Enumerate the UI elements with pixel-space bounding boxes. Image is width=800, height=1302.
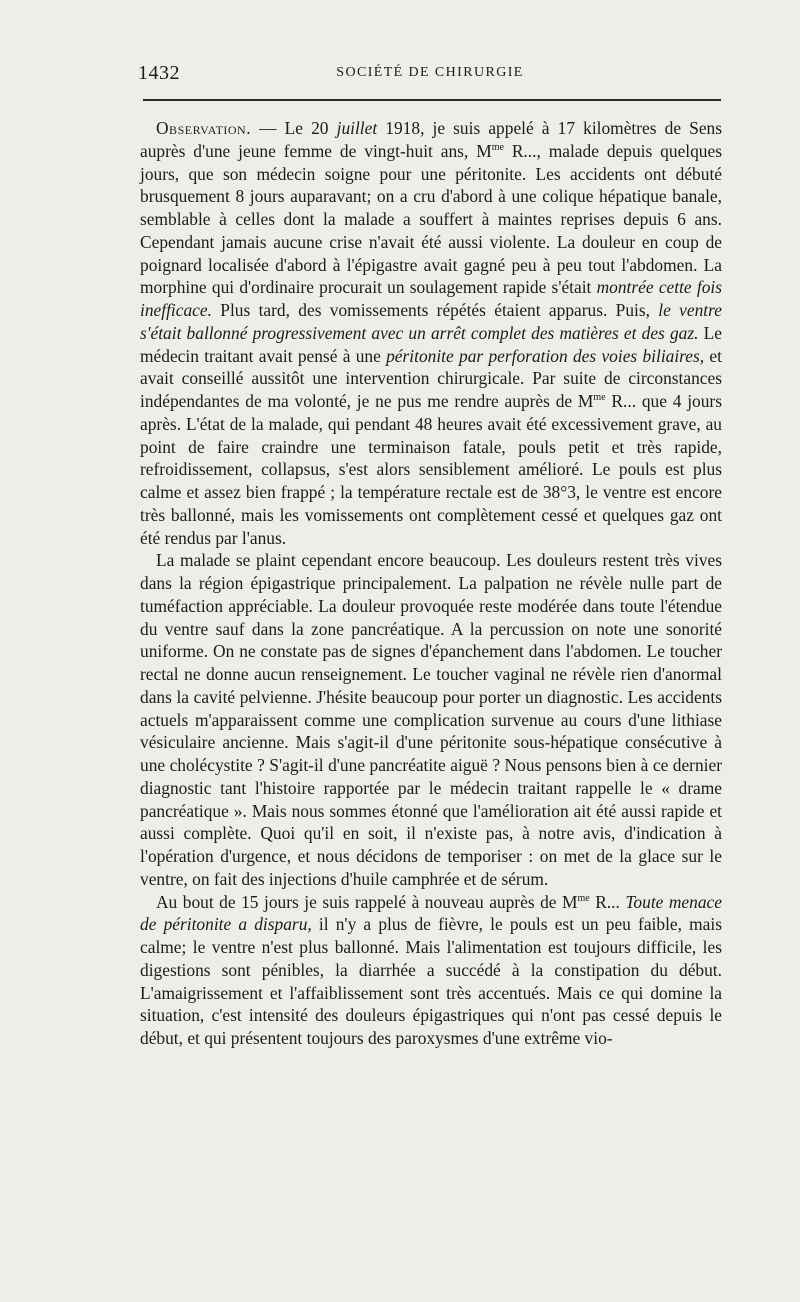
p1-text-2: 1918, je suis appelé à 17 kilomètres de Sens auprès d'une jeune femme de vingt-huit ans, M	[140, 118, 722, 161]
p1-text-7: R... que 4 jours après. L'état de la malade, qui pendant 48 heures avait été excessivement grave, au point de faire craindre une terminaison fatale, pouls petit et très rapide, refroidissement, collapsus, s'est alors sensiblement amélioré. Le pouls est plus calme et assez bien frappé ; la température rectale est de 38°3, le ventre est encore très ballonné, mais les vomissements ont complètement cessé et quelques gaz ont été rendus par l'anus.	[140, 391, 722, 548]
p1-text-3: R..., malade depuis quelques jours, que son médecin soigne pour une péritonite. Les accidents ont débuté brusquement 8 jours auparavant; on a cru d'abord à une colique hépatique banale, semblable à celles dont la malade a souffert à maintes reprises depuis 6 ans. Cependant jamais aucune crise n'avait été aussi violente. La douleur en coup de poignard localisée d'abord à l'épigastre avait gagné peu à peu tout l'abdomen. La morphine qui d'ordinaire procurait un soulagement rapide s'était	[140, 140, 722, 298]
running-head: SOCIÉTÉ DE CHIRURGIE	[336, 65, 524, 80]
p1-italic-4: péritonite par perforation des voies biliaires,	[386, 345, 705, 366]
p1-text-1: — Le 20	[251, 118, 337, 138]
paragraph-3	[140, 891, 722, 1050]
p3-text-2: R...	[589, 891, 626, 912]
paragraph-observation	[140, 117, 722, 549]
body-text	[140, 117, 722, 1050]
p1-italic-date: juillet	[336, 118, 378, 138]
paragraph-2: La malade se plaint cependant encore beaucoup. Les douleurs restent très vives dans la région épigastrique principalement. La palpation ne révèle nulle part de tuméfaction appréciable. La douleur provoquée reste modérée dans toute l'étendue du ventre sauf dans la zone pancréatique. A la percussion on note une sonorité uniforme. On ne constate pas de signes d'épanchement dans l'abdomen. Le toucher rectal ne donne aucun renseignement. Le toucher vaginal ne révèle rien d'anormal dans la cavité pelvienne. J'hésite beaucoup pour porter un diagnostic. Les accidents actuels m'apparaissent comme une complication survenue au cours d'une lithiase vésiculaire ancienne. Mais s'agit-il d'une péritonite sous-hépatique consécutive à une cholécystite ? S'agit-il d'une pancréatite aiguë ? Nous pensons bien à ce dernier diagnostic tant l'histoire rapportée par le médecin traitant rappelle le « drame pancréatique ». Mais nous sommes étonné que l'amélioration ait été aussi rapide et aussi complète. Quoi qu'il en soit, il n'existe pas, à notre avis, d'indication à l'opération d'urgence, et nous décidons de temporiser : on met de la glace sur le ventre, on fait des injections d'huile camphrée et de sérum.	[140, 550, 722, 889]
p1-text-5: Le médecin traitant avait pensé à une	[140, 322, 722, 366]
p3-text-1: Au bout de 15 jours je suis rappelé à nouveau auprès de M	[156, 891, 578, 912]
p1-italic-2: montrée cette fois inefficace.	[140, 277, 722, 320]
p3-text-3: il n'y a plus de fièvre, le pouls est un peu faible, mais calme; le ventre n'est plus ballonné. Mais l'alimentation est toujours difficile, les digestions sont pénibles, la diarrhée a succédé à la constipation du début. L'amaigrissement et l'affaiblissement sont très accentués. Mais ce qui domine la situation, c'est intensité des douleurs épigastriques qui n'ont pas cessé depuis le début, et qui présentent toujours des paroxysmes d'une extrême vio-	[140, 914, 722, 1048]
p1-sup-1: me	[491, 141, 504, 153]
p1-text-4: Plus tard, des vomissements répétés étaient apparus. Puis,	[211, 300, 659, 320]
page-header	[138, 62, 722, 86]
page-number: 1432	[138, 62, 180, 84]
p3-italic-1: Toute menace de péritonite a disparu,	[140, 891, 722, 935]
header-rule	[143, 99, 721, 101]
p1-text-6: et avait conseillé aussitôt une intervention chirurgicale. Par suite de circonstances indépendantes de ma volonté, je ne pus me rendre auprès de M	[140, 345, 722, 411]
p3-sup-1: me	[577, 892, 590, 904]
p1-sup-2: me	[593, 392, 606, 404]
observation-label: Observation.	[156, 118, 252, 138]
p1-italic-3: le ventre s'était ballonné progressivement avec un arrêt complet des matières et des gaz.	[140, 300, 722, 343]
